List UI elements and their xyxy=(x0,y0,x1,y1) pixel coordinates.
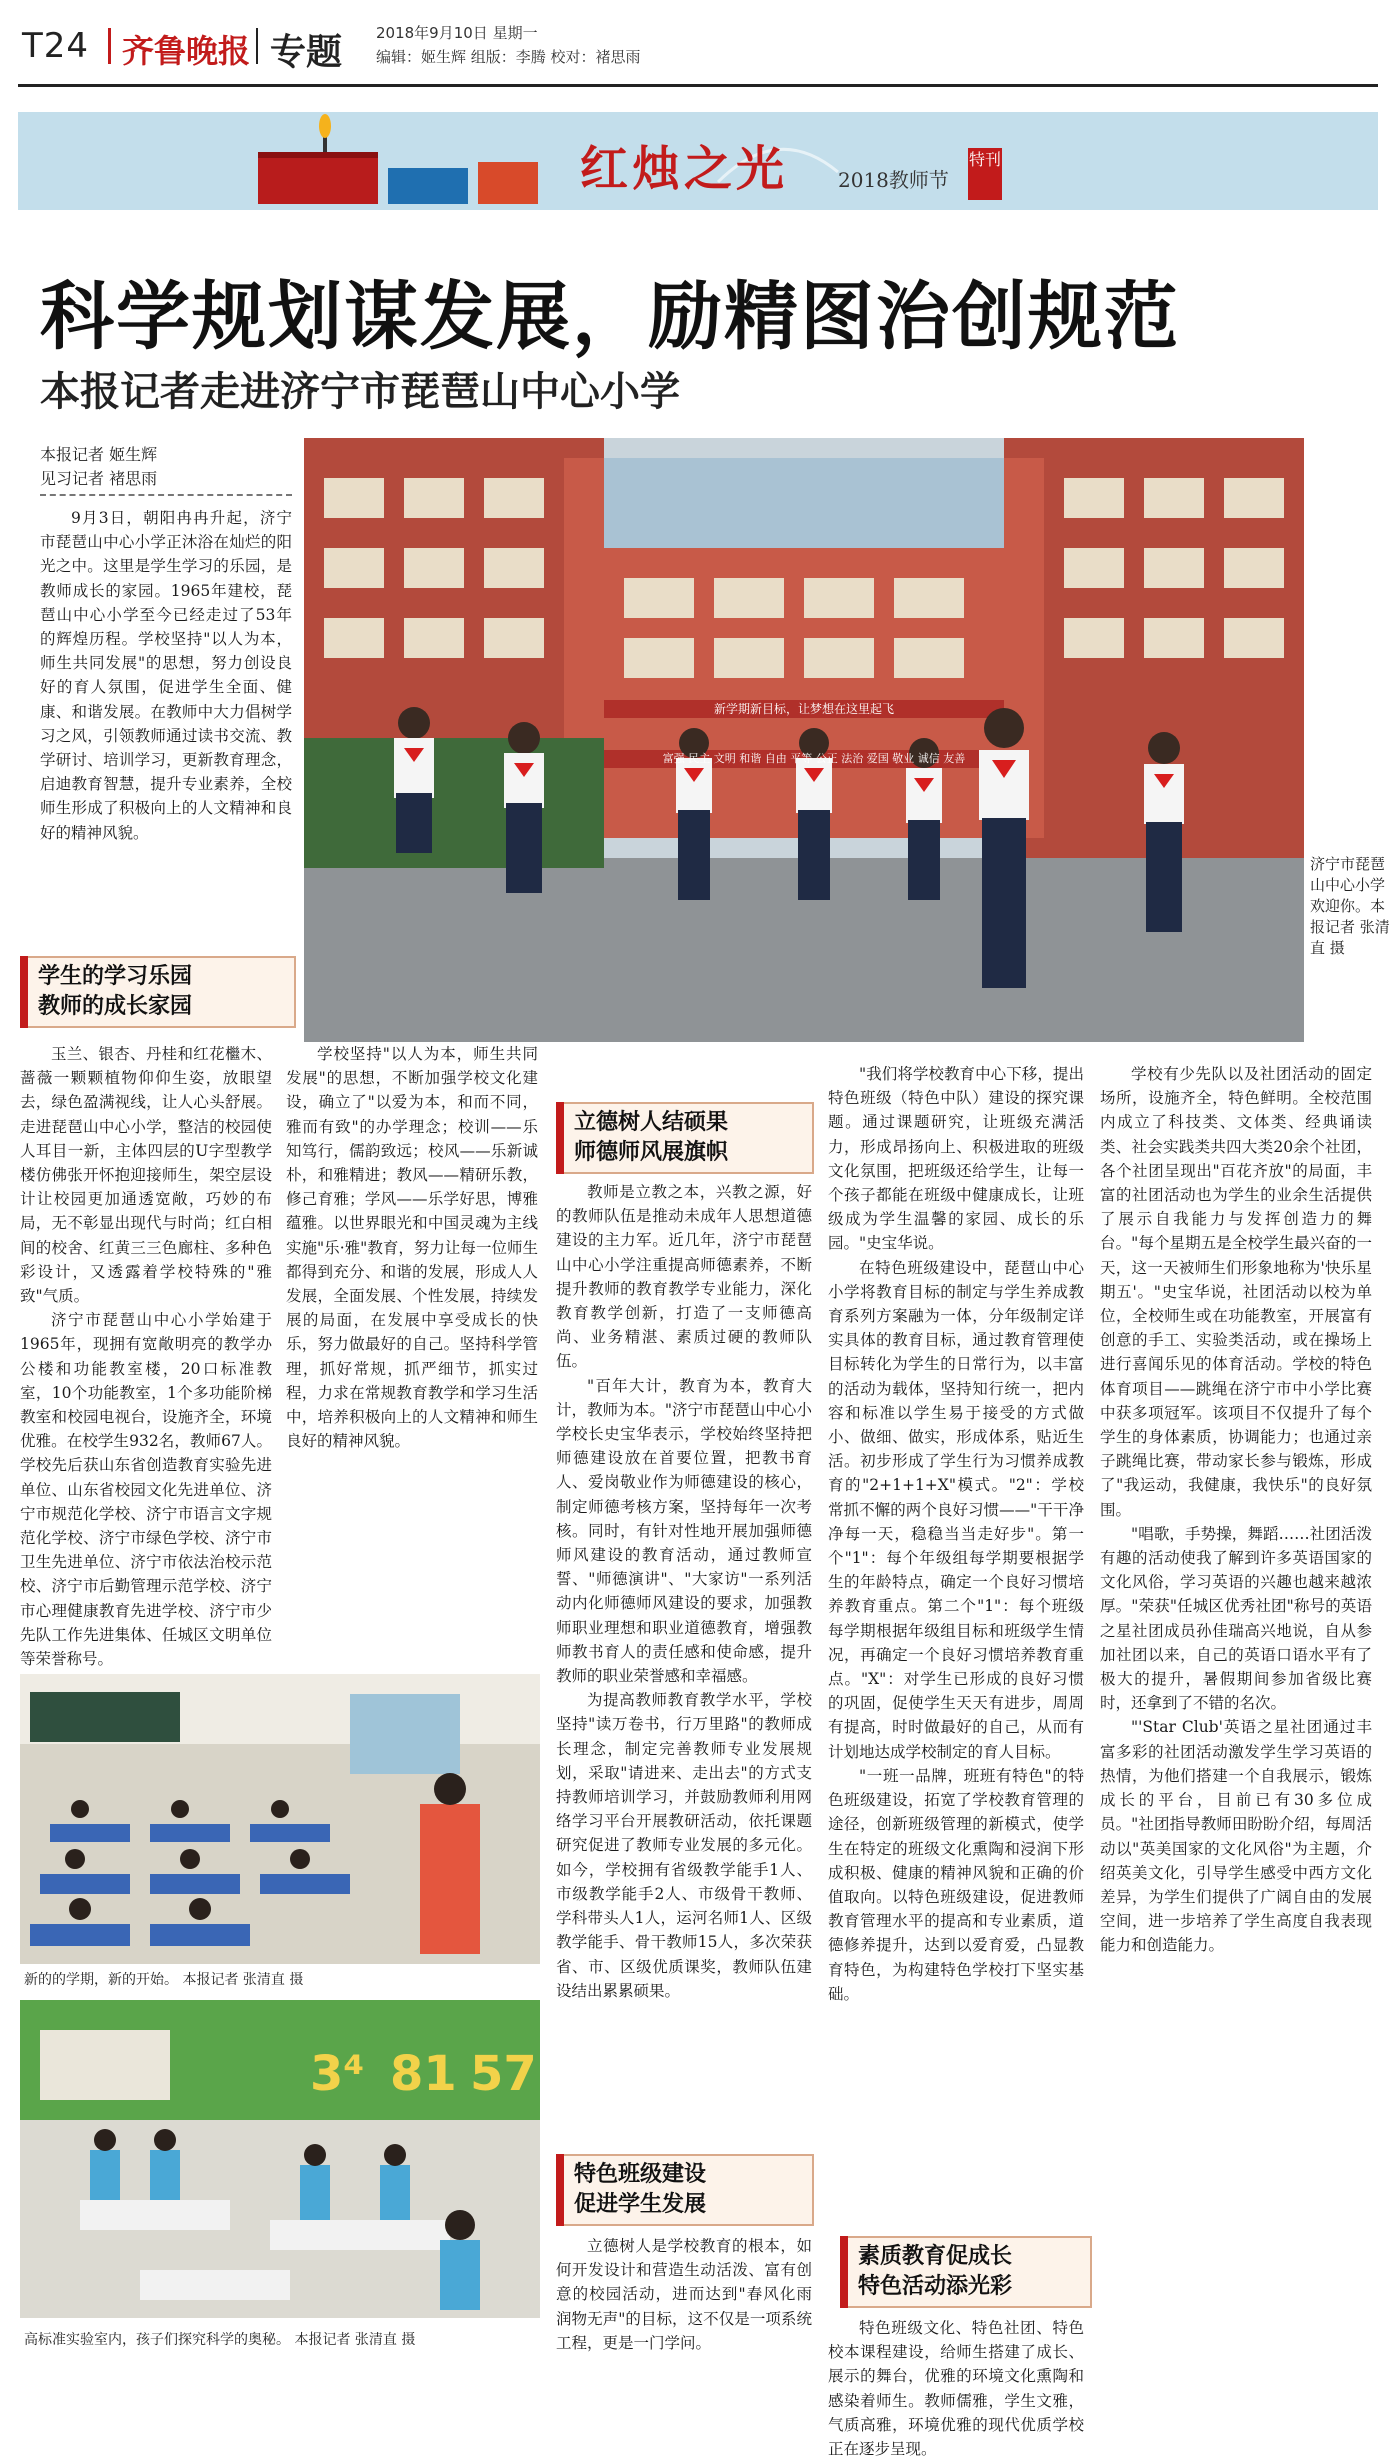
section1-paragraph-2: 济宁市琵琶山中心小学始建于1965年，现拥有宽敞明亮的教学办公楼和功能教室楼，20口标准教室，10个功能教室，1个多功能阶梯教室和校园电视台，设施齐全，环境优雅。在校学生932名，教师67人。学校先后获山东省创造教育实验先进单位、山东省校园文化先进单位、济宁市规范化学校、济宁市语言文字规范化学校、济宁市绿色学校、济宁市卫生先进单位、济宁市依法治校示范校、济宁市后勤管理示范学校、济宁市心理健康教育先进学校、济宁市少先队工作先进集体、任城区文明单位等荣誉称号。 xyxy=(20,1311,272,1669)
lab-photo xyxy=(20,2000,540,2318)
section3-title-line2: 促进学生发展 xyxy=(574,2192,707,2217)
column-1 xyxy=(20,1042,272,1669)
column-3-bottom xyxy=(556,2234,812,2379)
column-3 xyxy=(556,1180,812,2140)
column-4-bottom xyxy=(828,2316,1084,2459)
science-lab-illustration xyxy=(20,2000,540,2318)
section3-title-line1: 特色班级建设 xyxy=(574,2162,707,2187)
main-photo-caption: 济宁市琵琶山中心小学欢迎你。本报记者 张清直 摄 xyxy=(1310,855,1390,957)
intro-text: 9月3日，朝阳冉冉升起，济宁市琵琶山中心小学正沐浴在灿烂的阳光之中。这里是学生学习的乐园，是教师成长的家园。1965年建校，琵琶山中心小学至今已经走过了53年的辉煌历程。学校坚持"以人为本，师生共同发展"的思想，努力创设良好的育人氛围，促进学生全面、健康、和谐发展。在教师中大力倡树学习之风，引领教师通过读书交流、教学研讨、培训学习，更新教育理念，启迪教育智慧，提升专业素养，全校师生形成了积极向上的人文精神和良好的精神风貌。 xyxy=(40,509,292,842)
section1-title-box xyxy=(20,956,296,1028)
banner-title: 红烛之光 xyxy=(580,141,789,197)
newspaper-name: 齐鲁晚报 xyxy=(122,32,251,70)
section4-paragraph-1: 特色班级文化、特色社团、特色校本课程建设，给师生搭建了成长、展示的舞台，优雅的环境文化熏陶和感染着师生。教师儒雅，学生文雅，气质高雅，环境优雅的现代优质学校正在逐步呈现。 xyxy=(828,2319,1084,2459)
main-photo xyxy=(304,438,1304,1042)
byline-intern: 见习记者 褚思雨 xyxy=(40,469,158,488)
header-rule xyxy=(18,84,1378,87)
editor-line: 编辑：姬生辉 组版：李腾 校对：褚思雨 xyxy=(376,48,641,66)
section1-paragraph-3: 学校坚持"以人为本，师生共同发展"的思想，不断加强学校文化建设，确立了"以爱为本，和而不同，雅而有致"的办学理念；校训——乐知笃行，儒韵致远；校风——乐新诚朴，和雅精进；教风——精研乐教，修己育雅；学风——乐学好思，博雅蕴雅。以世界眼光和中国灵魂为主线实施"乐·雅"教育，努力让每一位师生都得到充分、和谐的发展，形成人人发展，全面发展、个性发展，持续发展的局面，在发展中享受成长的快乐，努力做最好的自己。坚持科学管理，抓好常规，抓严细节，抓实过程，力求在常规教育教学和学习生活中，培养积极向上的人文精神和师生良好的精神风貌。 xyxy=(286,1045,538,1451)
section3-title-accent xyxy=(556,2154,564,2226)
column-5 xyxy=(1100,1062,1372,2380)
column-2 xyxy=(286,1042,538,1662)
date-line: 2018年9月10日 星期一 xyxy=(376,24,538,42)
intro-paragraph xyxy=(40,506,292,896)
svg-text:57: 57 xyxy=(470,2046,537,2102)
section3-paragraph-1: 立德树人是学校教育的根本，如何开发设计和营造生动活泼、富有创意的校园活动，进而达到"春风化雨 润物无声"的目标，这不仅是一项系统工程，更是一门学问。 xyxy=(556,2237,812,2352)
byline-divider xyxy=(40,494,292,496)
svg-text:3⁴: 3⁴ xyxy=(310,2046,365,2102)
section2-title-accent xyxy=(556,1102,564,1174)
section4-title-accent xyxy=(840,2236,848,2308)
section1-title-line2: 教师的成长家园 xyxy=(38,994,193,1019)
section4-paragraph-3: "唱歌，手势操，舞蹈……社团活泼有趣的活动使我了解到许多英语国家的文化风俗，学习英语的兴趣也越来越浓厚。"荣获"任城区优秀社团"称号的英语之星社团成员孙佳瑞高兴地说，自从参加社团以来，自己的英语口语水平有了极大的提升，暑假期间参加省级比赛时，还拿到了不错的名次。 xyxy=(1100,1524,1372,1713)
section2-title-box xyxy=(556,1102,814,1174)
header-separator-2 xyxy=(256,28,258,64)
section2-paragraph-2: "百年大计，教育为本，教育大计，教师为本。"济宁市琵琶山中心小学校长史宝华表示，学校始终坚持把师德建设放在首要位置，把教书育人、爱岗敬业作为师德建设的核心，制定师德考核方案，坚持每年一次考核。同时，有针对性地开展加强师德师风建设的教育活动，通过教师宣誓、"师德演讲"、"大家访"一系列活动内化师德师风建设的要求，加强教师职业理想和职业道德教育，增强教师教书育人的责任感和使命感，提升教师的职业荣誉感和幸福感。 xyxy=(556,1376,812,1686)
banner-subtitle: 2018教师节 xyxy=(838,168,949,192)
section1-title-accent xyxy=(20,956,28,1028)
byline xyxy=(40,443,157,491)
section2-title-line1: 立德树人结硕果 xyxy=(574,1110,729,1135)
section3-title-box xyxy=(556,2154,814,2226)
page-number: T24 xyxy=(22,26,90,66)
section3-paragraph-3: 在特色班级建设中，琵琶山中心小学将教育目标的制定与学生养成教育系列方案融为一体，分年级制定详实具体的教育目标，通过教育管理使目标转化为学生的日常行为，以丰富的活动为载体，坚持知行统一，把内容和标准以学生易于接受的方式做小、做细、做实，形成体系，贴近生活。初步形成了学生行为习惯养成教育的"2+1+1+X"模式。"2"：学校常抓不懈的两个良好习惯——"干干净净每一天，稳稳当当走好步"。第一个"1"：每个年级组每学期要根据学生的年龄特点，确定一个良好习惯培养教育重点。第二个"1"：每个班级每学期根据年级组目标和班级学生情况，再确定一个良好习惯培养教育重点。"X"：对学生已形成的良好习惯的巩固，促使学生天天有进步，周周有提高，时时做最好的自己，从而有计划地达成学校制定的育人目标。 xyxy=(828,1258,1084,1761)
section4-paragraph-2: 学校有少先队以及社团活动的固定场所，设施齐全，特色鲜明。全校范围内成立了科技类、文体类、经典诵读类、社会实践类共四大类20余个社团，各个社团呈现出"百花齐放"的局面，丰富的社团活动也为学生的业余生活提供了展示自我能力与发挥创造力的舞台。"每个星期五是全校学生最兴奋的一天，这一天被师生们形象地称为'快乐星期五'。"史宝华说，社团活动以校为单位，全校师生或在功能教室，开展富有创意的手工、实验类活动，或在操场上进行喜闻乐见的体育活动。学校的特色体育项目——跳绳在济宁市中小学比赛中获多项冠军。该项目不仅提升了每个学生的身体素质，协调能力；也通过亲子跳绳比赛，带动家长参与锻炼，形成了"我运动，我健康，我快乐"的良好氛围。 xyxy=(1100,1065,1372,1519)
section4-paragraph-4: "'Star Club'英语之星社团通过丰富多彩的社团活动激发学生学习英语的热情，为他们搭建一个自我展示，锻炼成长的平台，目前已有30多位成员。"社团指导教师田盼盼介绍，每周活动以"英美国家的文化风俗"为主题，介绍英美文化，引导学生感受中西方文化差异，为学生们提供了广阔自由的发展空间，进一步培养了学生高度自我表现能力和创造能力。 xyxy=(1100,1718,1372,1955)
section-name: 专题 xyxy=(270,32,343,73)
column-4 xyxy=(828,1062,1084,2260)
classroom-illustration xyxy=(20,1674,540,1964)
classroom-photo xyxy=(20,1674,540,1964)
sub-headline: 本报记者走进济宁市琵琶山中心小学 xyxy=(40,369,680,415)
section4-title-line2: 特色活动添光彩 xyxy=(858,2274,1013,2299)
wall-slogan-1: 新学期新目标，让梦想在这里起飞 xyxy=(713,702,894,716)
section4-title-box xyxy=(840,2236,1092,2308)
section2-paragraph-1: 教师是立教之本，兴教之源，好的教师队伍是推动未成年人思想道德建设的主力军。近几年，济宁市琵琶山中心小学注重提高师德素养，不断提升教师的教育教学专业能力，深化教育教学创新，打造了一支师德高尚、业务精湛、素质过硬的教师队伍。 xyxy=(556,1183,812,1371)
svg-text:81: 81 xyxy=(390,2046,457,2102)
header-separator xyxy=(108,28,111,64)
main-headline: 科学规划谋发展，励精图治创规范 xyxy=(40,274,1180,360)
special-tag: 特刊 xyxy=(968,148,1002,200)
wall-slogan-2: 富强 民主 文明 和谐 自由 平等 公正 法治 爱国 敬业 诚信 友善 xyxy=(662,752,966,765)
section3-paragraph-2: "我们将学校教育中心下移，提出特色班级（特色中队）建设的探究课题。通过课题研究，让班级充满活力，形成昂扬向上、积极进取的班级文化氛围，把班级还给学生，让每一个孩子都能在班级中健康成长，让班级成为学生温馨的家园、成长的乐园。"史宝华说。 xyxy=(828,1065,1084,1253)
section2-paragraph-3: 为提高教师教育教学水平，学校坚持"读万卷书，行万里路"的教师成长理念，制定完善教师专业发展规划，采取"请进来、走出去"的方式支持教师培训学习，并鼓励教师利用网络学习平台开展教研活动，依托课题研究促进了教师专业发展的多元化。如今，学校拥有省级教学能手1人、市级教学能手2人、市级骨干教师、学科带头人1人，运河名师1人、区级教学能手、骨干教师15人，多次荣获省、市、区级优质课奖，教师队伍建设结出累累硕果。 xyxy=(556,1691,812,2000)
section3-paragraph-4: "一班一品牌，班班有特色"的特色班级建设，拓宽了学校教育管理的途径，创新班级管理的新模式，使学生在特定的班级文化熏陶和浸润下形成积极、健康的精神风貌和正确的价值取向。以特色班级建设，促进教师教育管理水平的提高和专业素质，道德修养提升，达到以爱育爱，凸显教育特色，为构建特色学校打下坚实基础。 xyxy=(828,1766,1084,2003)
section4-title-line1: 素质教育促成长 xyxy=(858,2244,1013,2269)
section2-title-line2: 师德师风展旗帜 xyxy=(574,1140,729,1165)
section1-paragraph-1: 玉兰、银杏、丹桂和红花檵木、蔷薇一颗颗植物仰仰生姿，放眼望去，绿色盈满视线，让人心头舒展。走进琵琶山中心小学，整洁的校园使人耳目一新，主体四层的U字型教学楼仿佛张开怀抱迎接师生，架空层设计让校园更加通透宽敞，巧妙的布局，无不彰显出现代与时尚；红白相间的校舍、红黄三三色廊柱、多种色彩设计，又透露着学校特殊的"雅致"气质。 xyxy=(20,1045,272,1306)
lab-photo-caption: 高标准实验室内，孩子们探究科学的奥秘。 本报记者 张清直 摄 xyxy=(24,2332,416,2348)
section1-title-line1: 学生的学习乐园 xyxy=(38,964,193,989)
byline-reporter: 本报记者 姬生辉 xyxy=(40,445,158,464)
school-courtyard-illustration xyxy=(304,438,1304,1042)
classroom-photo-caption: 新的的学期，新的开始。 本报记者 张清直 摄 xyxy=(24,1972,304,1988)
